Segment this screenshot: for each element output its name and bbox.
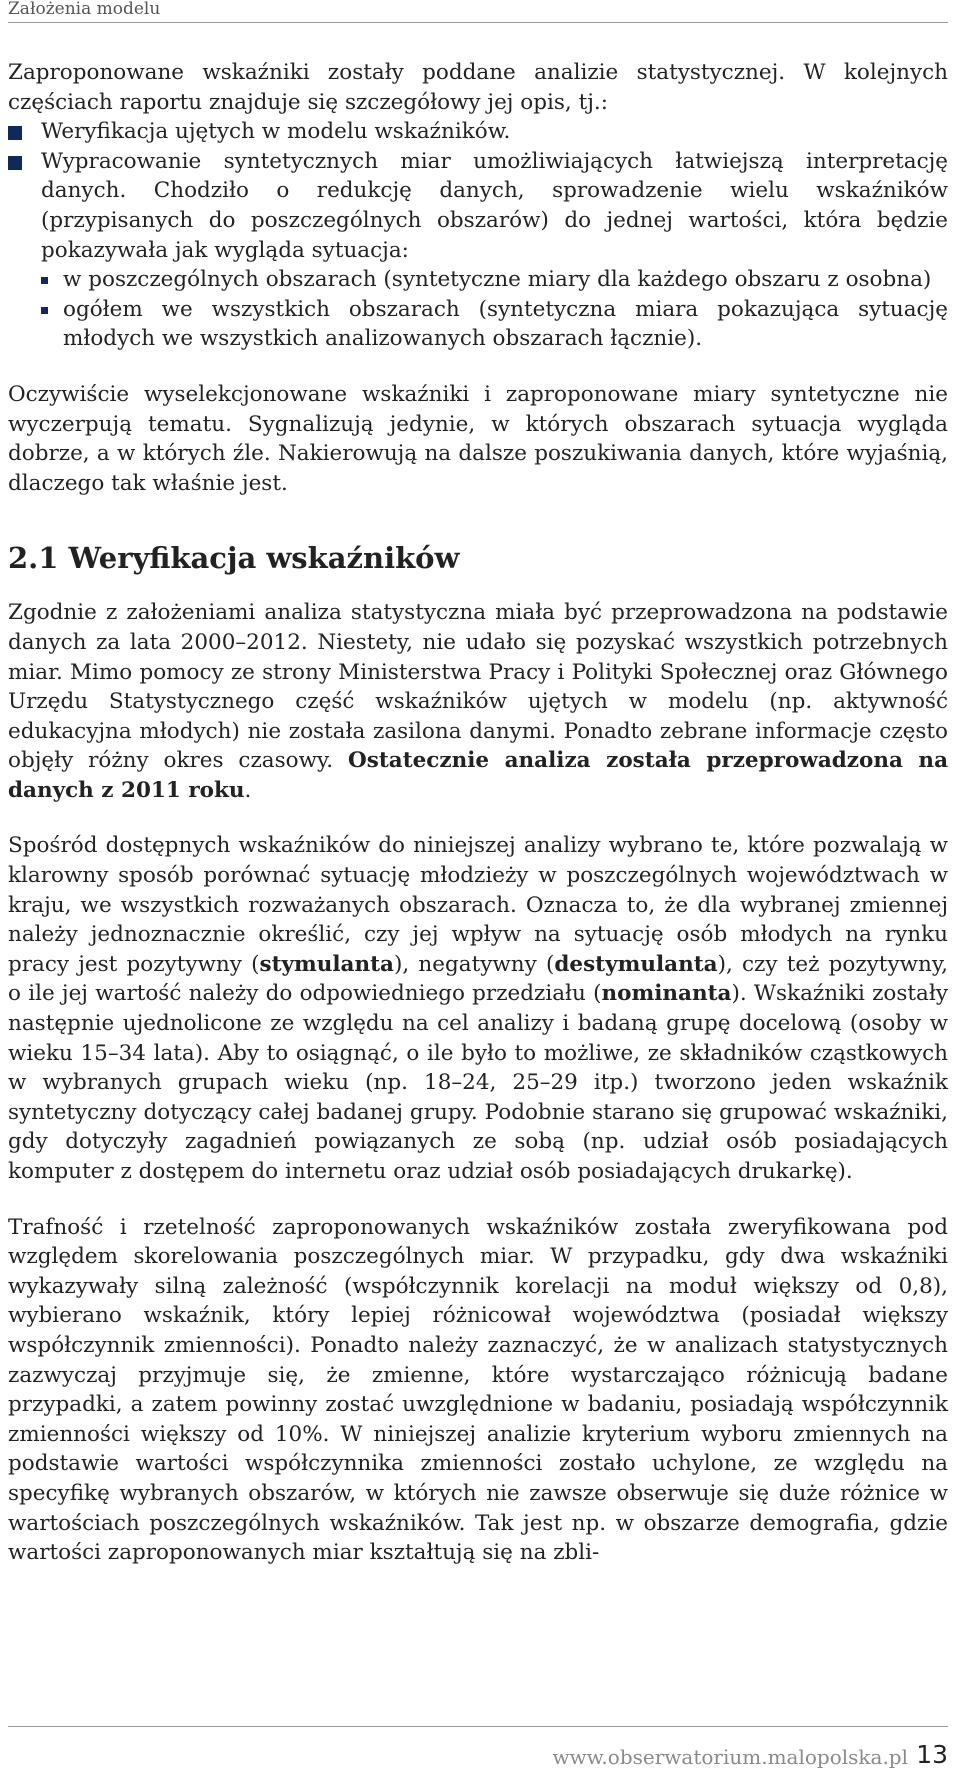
sub-bullet-text: w poszczególnych obszarach (syntetyczne miary dla każdego obszaru z osobna) — [63, 267, 932, 293]
term-nominanta: nominanta — [601, 981, 732, 1007]
body-text — [8, 58, 948, 1568]
bold-conclusion: Ostatecznie analiza została przeprowadzona na danych z 2011 roku — [8, 748, 948, 803]
section-paragraph-1 — [8, 598, 948, 805]
intro-paragraph: Zaproponowane wskaźniki zostały poddane analizie statystycznej. W kolejnych częściach raportu znajduje się szczegółowy jej opis, tj.: — [8, 60, 948, 115]
closing-paragraph: Oczywiście wyselekcjonowane wskaźniki i zaproponowane miary syntetyczne nie wyczerpują tematu. Sygnalizują jedynie, w których obszarach sytuacja wygląda dobrze, a w których źle. Nakierowują na dalsze poszukiwania danych, które wyjaśnią, dlaczego tak właśnie jest. — [8, 381, 948, 496]
paragraph-text: Zgodnie z założeniami analiza statystyczna miała być przeprowadzona na podstawie danych za lata 2000–2012. Niestety, nie udało się pozyskać wszystkich potrzebnych miar. Mimo pomocy ze strony Ministerstwa Pracy i Polityki Społecznej oraz Głównego Urzędu Statystycznego część wskaźników ujętych w modelu (np. aktywność edukacyjna młodych) nie została zasilona danymi. Ponadto zebrane informacje często objęły różny okres czasowy. — [8, 600, 948, 774]
small-square-bullet-icon — [41, 307, 48, 314]
paragraph-text: ), czy też pozytywny, o ile jej wartość należy do odpowiedniego przedziału ( — [8, 951, 948, 1007]
bullet-item — [8, 117, 948, 147]
term-destymulanta: destymulanta — [554, 951, 718, 977]
footer-url: www.obserwatorium.malopolska.pl — [552, 1745, 908, 1769]
section-paragraph-2 — [8, 831, 948, 1186]
paragraph-text: . — [244, 777, 252, 803]
bullet-item — [8, 147, 948, 265]
bullet-list — [8, 117, 948, 265]
sub-bullet-text: ogółem we wszystkich obszarach (syntetyczna miara pokazująca sytuację młodych we wszystkich analizowanych obszarach łącznie). — [63, 296, 948, 352]
sub-bullet-item — [8, 265, 948, 295]
sub-bullet-list — [8, 265, 948, 354]
bullet-text: Wypracowanie syntetycznych miar umożliwiających łatwiejszą interpretację danych. Chodziło o redukcję danych, sprowadzenie wielu wskaźników (przypisanych do poszczególnych obszarów) do jednej wartości, która będzie pokazywała jak wygląda sytuacja: — [41, 148, 948, 263]
term-stymulanta: stymulanta — [259, 951, 394, 977]
paragraph-text: Spośród dostępnych wskaźników do niniejszej analizy wybrano te, które pozwalają w klarowny sposób porównać sytuację młodzieży w poszczególnych województwach w kraju, we wszystkich rozważanych obszarach. Oznacza to, że dla wybranej zmiennej należy jednoznacznie określić, czy jej wpływ na sytuację osób młodych na rynku pracy jest pozytywny ( — [8, 833, 948, 977]
square-bullet-icon — [8, 156, 22, 170]
section-heading: 2.1 Weryfikacja wskaźników — [8, 541, 460, 576]
small-square-bullet-icon — [41, 277, 48, 284]
section-paragraph-3: Trafność i rzetelność zaproponowanych wskaźników została zweryfikowana pod względem skorelowania poszczególnych miar. W przypadku, gdy dwa wskaźniki wykazywały silną zależność (współczynnik korelacji na moduł większy od 0,8), wybierano wskaźnik, który lepiej różnicował województwa (posiadał większy współczynnik zmienności). Ponadto należy zaznaczyć, że w analizach statystycznych zazwyczaj przyjmuje się, że zmienne, które wystarczająco różnicują badane przypadki, a zatem powinny zostać uwzględnione w badaniu, posiadają współczynnik zmienności większy od 10%. W niniejszej analizie kryterium wyboru zmiennych na podstawie wartości współczynnika zmienności zostało uchylone, ze względu na specyfikę wybranych obszarów, w których nie zawsze obserwuje się duże różnice w wartościach poszczególnych wskaźników. Tak jest np. w obszarze demografia, gdzie wartości zaproponowanych miar kształtują się na zbli- — [8, 1214, 948, 1566]
page-number: 13 — [916, 1740, 948, 1769]
running-header: Założenia modelu — [8, 0, 948, 23]
paragraph-text: ), negatywny ( — [394, 951, 555, 977]
bullet-text: Weryfikacja ujętych w modelu wskaźników. — [41, 119, 511, 145]
square-bullet-icon — [8, 126, 22, 140]
sub-bullet-item — [8, 295, 948, 354]
footer-divider — [8, 1726, 948, 1727]
paragraph-text: ). Wskaźniki zostały następnie ujednolicone ze względu na cel analizy i badaną grupę docelową (osoby w wieku 15–34 lata). Aby to osiągnąć, o ile było to możliwe, ze składników cząstkowych w wybranych grupach wieku (np. 18–24, 25–29 itp.) tworzono jeden wskaźnik syntetyczny dotyczący całej badanej grupy. Podobnie starano się grupować wskaźniki, gdy dotyczyły zagadnień powiązanych ze sobą (np. udział osób posiadających komputer z dostępem do internetu oraz udział osób posiadających drukarkę). — [8, 981, 948, 1184]
